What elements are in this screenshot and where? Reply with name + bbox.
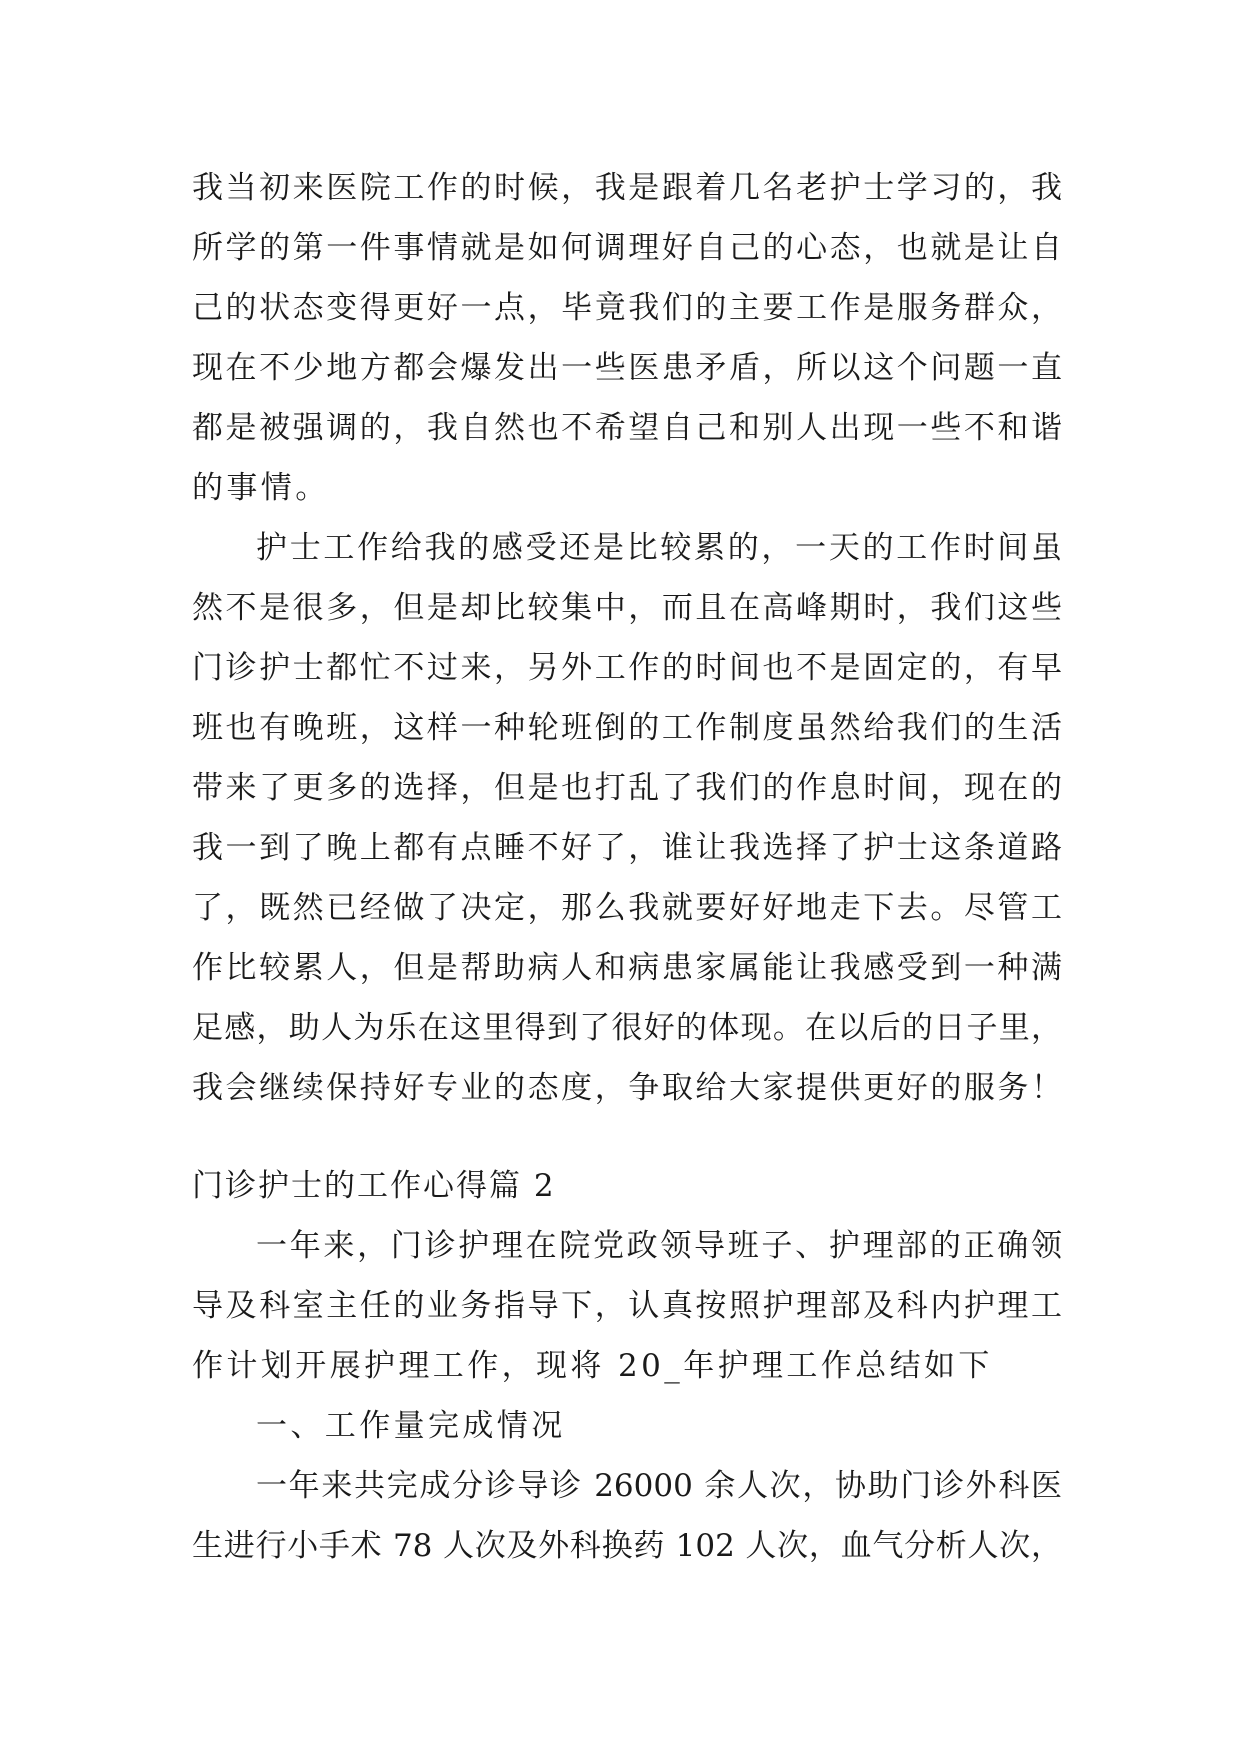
paragraph-line: 所学的第一件事情就是如何调理好自己的心态，也就是让自 <box>192 230 1062 266</box>
paragraph-line: 导及科室主任的业务指导下，认真按照护理部及科内护理工 <box>192 1288 1062 1324</box>
paragraph-line: 足感，助人为乐在这里得到了很好的体现。在以后的日子里， <box>192 1010 1062 1046</box>
paragraph-line: 然不是很多，但是却比较集中，而且在高峰期时，我们这些 <box>192 590 1062 626</box>
paragraph-line: 带来了更多的选择，但是也打乱了我们的作息时间，现在的 <box>192 770 1062 806</box>
paragraph-line: 生进行小手术 78 人次及外科换药 102 人次，血气分析人次， <box>192 1528 1062 1564</box>
paragraph-line: 我会继续保持好专业的态度，争取给大家提供更好的服务！ <box>192 1070 1062 1106</box>
section-title: 门诊护士的工作心得篇 2 <box>192 1168 556 1204</box>
paragraph-line: 班也有晚班，这样一种轮班倒的工作制度虽然给我们的生活 <box>192 710 1062 746</box>
paragraph-line: 作计划开展护理工作，现将 20_年护理工作总结如下 <box>192 1348 993 1384</box>
paragraph-line: 护士工作给我的感受还是比较累的，一天的工作时间虽 <box>256 530 1062 566</box>
paragraph-line: 一年来，门诊护理在院党政领导班子、护理部的正确领 <box>256 1228 1062 1264</box>
paragraph-line: 己的状态变得更好一点，毕竟我们的主要工作是服务群众， <box>192 290 1062 326</box>
paragraph-line: 了，既然已经做了决定，那么我就要好好地走下去。尽管工 <box>192 890 1062 926</box>
paragraph-line: 门诊护士都忙不过来，另外工作的时间也不是固定的，有早 <box>192 650 1062 686</box>
paragraph-line: 我当初来医院工作的时候，我是跟着几名老护士学习的，我 <box>192 170 1062 206</box>
paragraph-line: 都是被强调的，我自然也不希望自己和别人出现一些不和谐 <box>192 410 1062 446</box>
paragraph-line: 我一到了晚上都有点睡不好了，谁让我选择了护士这条道路 <box>192 830 1062 866</box>
paragraph-line: 一年来共完成分诊导诊 26000 余人次，协助门诊外科医 <box>256 1468 1062 1504</box>
paragraph-line: 现在不少地方都会爆发出一些医患矛盾，所以这个问题一直 <box>192 350 1062 386</box>
subheading: 一、工作量完成情况 <box>256 1408 566 1444</box>
paragraph-line: 的事情。 <box>192 470 330 506</box>
paragraph-line: 作比较累人，但是帮助病人和病患家属能让我感受到一种满 <box>192 950 1062 986</box>
